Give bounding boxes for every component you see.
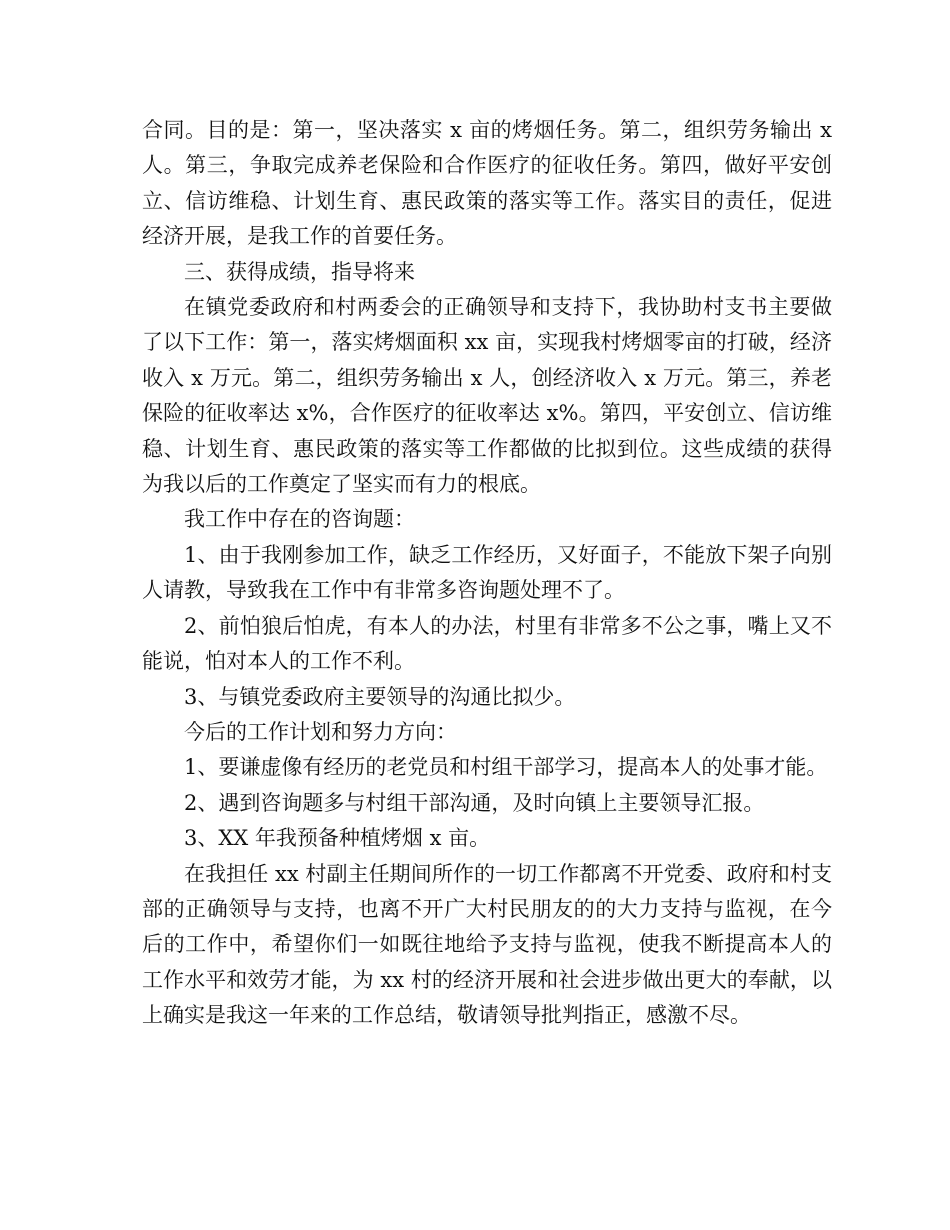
- paragraph-goals: 合同。目的是：第一，坚决落实 x 亩的烤烟任务。第二，组织劳务输出 x 人。第三，争取完成养老保险和合作医疗的征收任务。第四，做好平安创立、信访维稳、计划生育、惠民政策的落实等工作。落实目的责任，促进经济开展，是我工作的首要任务。: [142, 118, 832, 249]
- list-item-problem-3: 3、与镇党委政府主要领导的沟通比拟少。: [184, 684, 576, 709]
- document-body: [142, 113, 832, 1034]
- section-heading-problems: 我工作中存在的咨询题：: [184, 507, 415, 532]
- section-heading-achievements: 三、获得成绩，指导将来: [184, 259, 415, 284]
- list-item-problem-2: 2、前怕狼后怕虎，有本人的办法，村里有非常多不公之事，嘴上又不能说，怕对本人的工作不利。: [142, 613, 832, 674]
- paragraph-achievements: 在镇党委政府和村两委会的正确领导和支持下，我协助村支书主要做了以下工作：第一，落实烤烟面积 xx 亩，实现我村烤烟零亩的打破，经济收入 x 万元。第二，组织劳务输出 x 人，创经济收入 x 万元。第三，养老保险的征收率达 x%，合作医疗的征收率达 x%。第四，平安创立、信访维稳、计划生育、惠民政策的落实等工作都做的比拟到位。这些成绩的获得为我以后的工作奠定了坚实而有力的根底。: [142, 295, 832, 497]
- list-item-plan-3: 3、XX 年我预备种植烤烟 x 亩。: [184, 826, 491, 851]
- section-heading-plans: 今后的工作计划和努力方向：: [184, 719, 457, 744]
- paragraph-conclusion: 在我担任 xx 村副主任期间所作的一切工作都离不开党委、政府和村支部的正确领导与支持，也离不开广大村民朋友的的大力支持与监视，在今后的工作中，希望你们一如既往地给予支持与监视，使我不断提高本人的工作水平和效劳才能，为 xx 村的经济开展和社会进步做出更大的奉献，以上确实是我这一年来的工作总结，敬请领导批判指正，感激不尽。: [142, 861, 832, 1028]
- list-item-plan-1: 1、要谦虚像有经历的老党员和村组干部学习，提高本人的处事才能。: [184, 755, 828, 780]
- list-item-problem-1: 1、由于我刚参加工作，缺乏工作经历，又好面子，不能放下架子向别人请教，导致我在工作中有非常多咨询题处理不了。: [142, 542, 832, 603]
- list-item-plan-2: 2、遇到咨询题多与村组干部沟通，及时向镇上主要领导汇报。: [184, 790, 765, 815]
